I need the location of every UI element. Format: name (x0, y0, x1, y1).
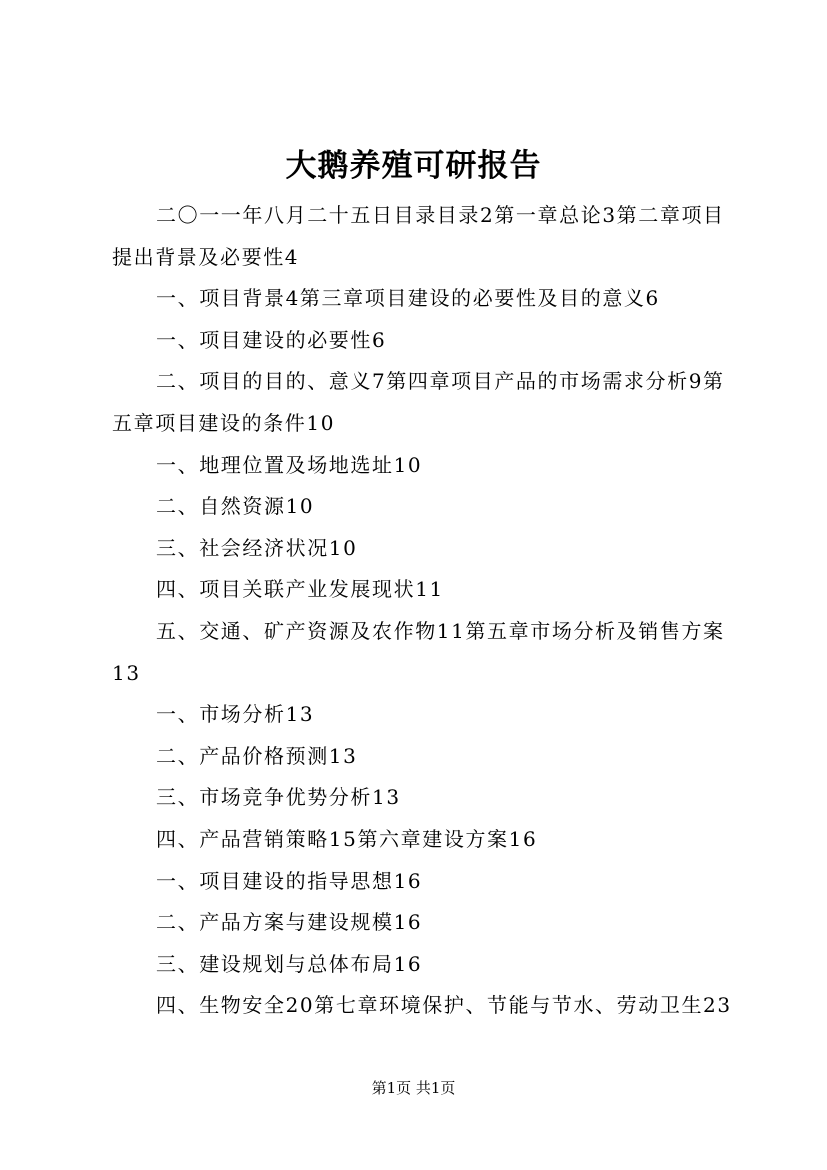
document-body (112, 195, 732, 1027)
page-footer: 第1页 共1页 (371, 1079, 456, 1097)
toc-paragraph: 四、项目关联产业发展现状11 (156, 577, 444, 602)
toc-paragraph: 三、建设规划与总体布局16 (156, 951, 423, 976)
toc-paragraph: 一、项目建设的必要性6 (156, 327, 387, 352)
toc-paragraph: 二〇一一年八月二十五日目录目录2第一章总论3第二章项目提出背景及必要性4 (112, 203, 725, 269)
toc-paragraph: 二、产品方案与建设规模16 (156, 910, 423, 935)
document-title: 大鹅养殖可研报告 (285, 148, 542, 184)
toc-paragraph: 二、自然资源10 (156, 494, 315, 519)
toc-paragraph: 一、地理位置及场地选址10 (156, 452, 423, 477)
toc-paragraph: 三、社会经济状况10 (156, 535, 358, 560)
toc-paragraph: 一、项目建设的指导思想16 (156, 868, 423, 893)
toc-paragraph: 四、产品营销策略15第六章建设方案16 (156, 826, 538, 851)
toc-paragraph: 二、产品价格预测13 (156, 743, 358, 768)
toc-paragraph: 二、项目的目的、意义7第四章项目产品的市场需求分析9第五章项目建设的条件10 (112, 369, 725, 435)
toc-paragraph: 一、市场分析13 (156, 702, 315, 727)
toc-paragraph: 三、市场竞争优势分析13 (156, 785, 401, 810)
toc-paragraph: 四、生物安全20第七章环境保护、节能与节水、劳动卫生23 (156, 993, 732, 1018)
toc-paragraph: 五、交通、矿产资源及农作物11第五章市场分析及销售方案13 (112, 618, 725, 685)
toc-paragraph: 一、项目背景4第三章项目建设的必要性及目的意义6 (156, 286, 660, 311)
